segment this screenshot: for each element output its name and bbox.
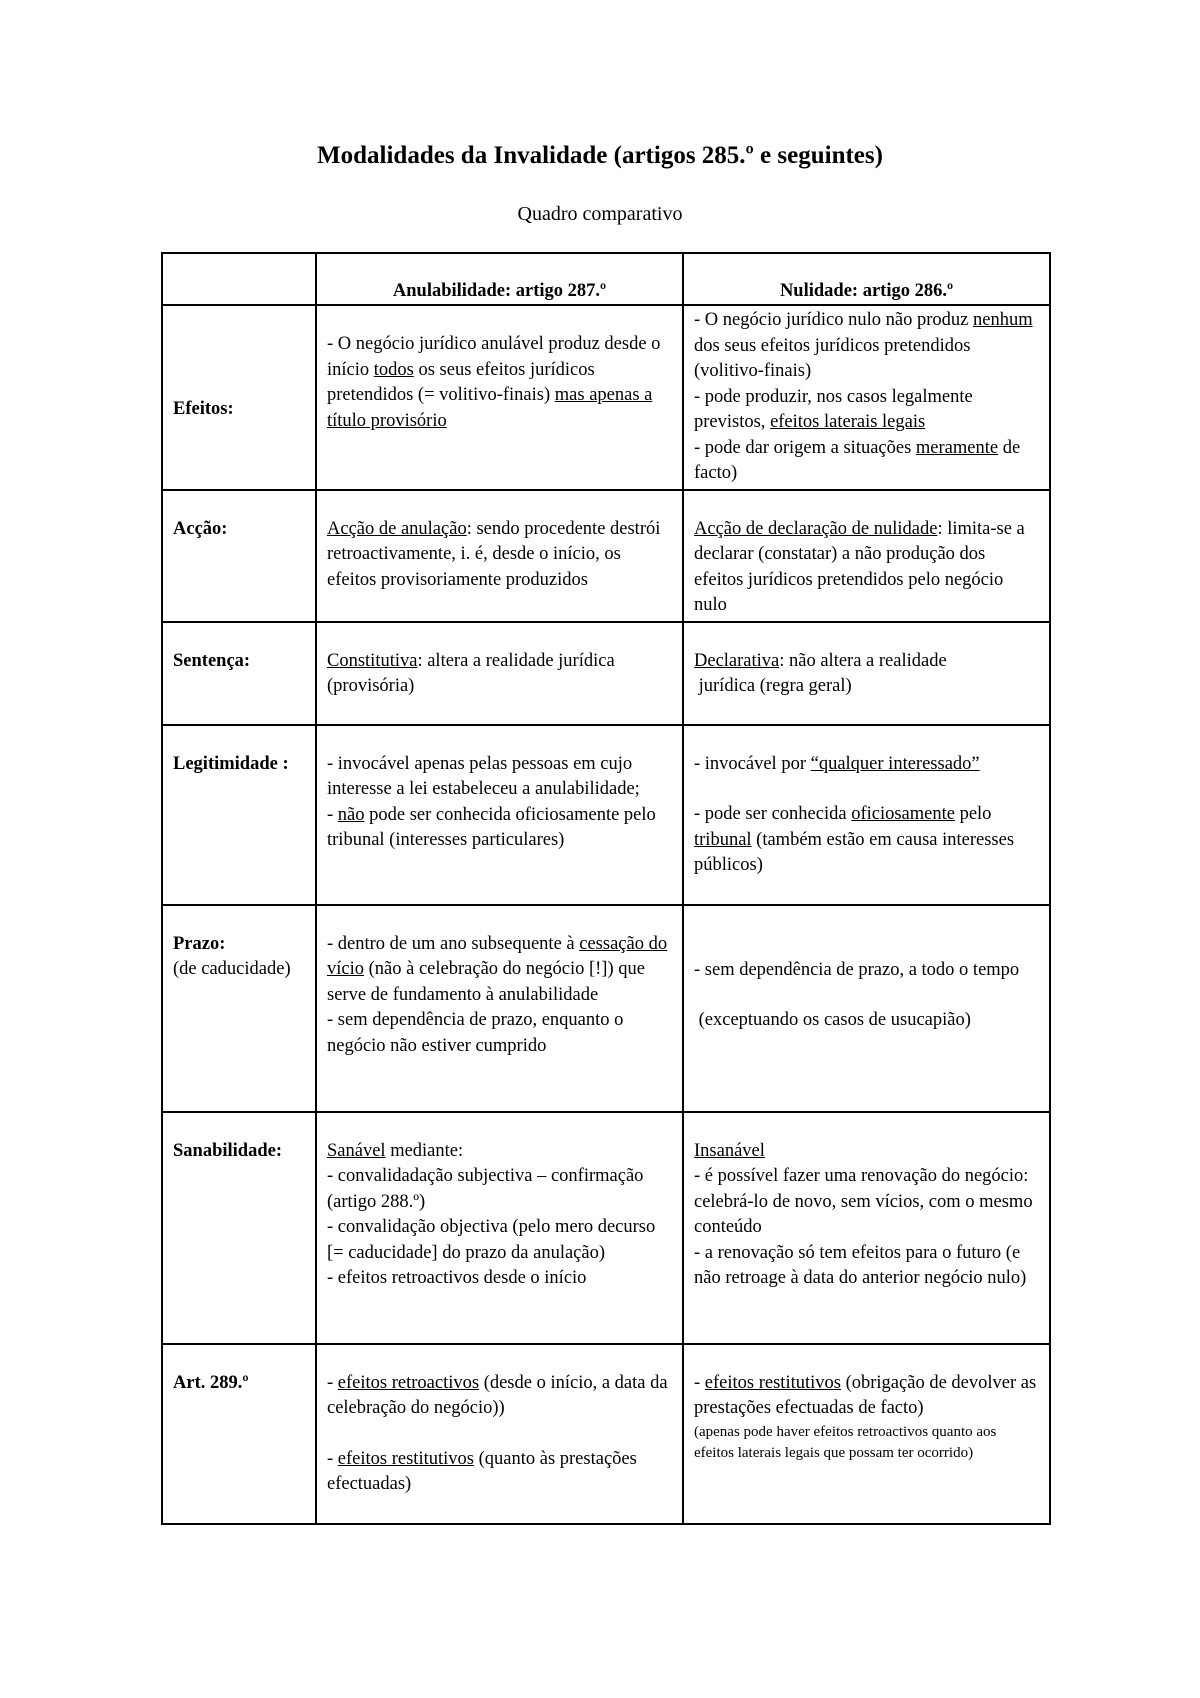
text-fragment: : sendo procedente destrói retroactivamente, i. é, desde o início, os efeitos provisoriamente produzidos [327,518,661,590]
comparison-table [161,252,1051,1525]
spacer [694,983,1039,1008]
text-fragment: - pode produzir, nos casos legalmente previstos, [694,386,973,432]
row-label-sentenca: Sentença: [162,622,316,725]
cell-sentenca-anulabilidade [316,622,683,725]
list-item: - convalidadação subjectiva – confirmação (artigo 288.º) [327,1166,644,1212]
text-fragment: - [694,1372,705,1393]
text-fragment: - O negócio jurídico anulável produz desde o início [327,334,661,380]
table-row-sentenca [162,622,1050,725]
text-fragment: - [327,1448,338,1469]
text-fragment: (desde o início, a data da celebração do negócio)) [327,1372,668,1418]
cell-legitimidade-anulabilidade [316,725,683,905]
underlined-text: tribunal [694,829,752,850]
text-fragment: - [327,1372,338,1393]
cell-prazo-anulabilidade [316,905,683,1112]
table-row-accao [162,490,1050,622]
sanabilidade-anulabilidade-head [327,1139,672,1165]
text-fragment: (obrigação de devolver as prestações efectuadas de facto) [694,1372,1037,1418]
underlined-text: meramente [915,437,999,458]
cell-art289-nulidade [683,1344,1050,1524]
text-fragment: : altera a realidade jurídica (provisória) [327,650,615,696]
efeitos-nulidade-line-1 [694,308,1039,385]
art289-nulidade-note: (apenas pode haver efeitos retroactivos quanto aos efeitos laterais legais que possam ter ocorrido) [694,1423,997,1461]
efeitos-nulidade-line-3 [694,436,1039,487]
list-item: - a renovação só tem efeitos para o futuro (e não retroage à data do anterior negócio nulo) [694,1242,1027,1288]
text-fragment: dos seus efeitos jurídicos pretendidos (volitivo-finais) [694,335,971,381]
row-label-prazo [162,905,316,1112]
sentenca-nulidade-line-2: jurídica (regra geral) [694,676,852,696]
document-title: Modalidades da Invalidade (artigos 285.º e seguintes) [317,142,883,169]
table-header-row [162,253,1050,305]
table-row-art289 [162,1344,1050,1524]
list-item: - é possível fazer uma renovação do negócio: celebrá-lo de novo, sem vícios, com o mesmo conteúdo [694,1166,1033,1237]
table-row-prazo [162,905,1050,1112]
legitimidade-anulabilidade-line-2 [327,803,672,854]
text-fragment: (não à celebração do negócio [!]) que serve de fundamento à anulabilidade [327,959,645,1005]
column-header-nulidade: Nulidade: artigo 286.º [683,253,1050,305]
legitimidade-nulidade-line-2 [694,802,1039,879]
legitimidade-anulabilidade-line-1: - invocável apenas pelas pessoas em cujo interesse a lei estabeleceu a anulabilidade; [327,753,640,799]
cell-art289-anulabilidade [316,1344,683,1524]
efeitos-nulidade-line-2 [694,385,1039,436]
column-header-anulabilidade: Anulabilidade: artigo 287.º [316,253,683,305]
spacer [327,1422,672,1447]
prazo-anulabilidade-line-2: - sem dependência de prazo, enquanto o negócio não estiver cumprido [327,1010,624,1056]
underlined-text: efeitos restitutivos [337,1448,474,1469]
cell-efeitos-anulabilidade [316,305,683,490]
underlined-text: “qualquer interessado” [810,753,980,774]
underlined-text: mas apenas a título provisório [327,385,653,431]
row-label-legitimidade: Legitimidade : [162,725,316,905]
cell-prazo-nulidade [683,905,1050,1112]
underlined-text: efeitos laterais legais [770,412,926,432]
underlined-text: Constitutiva [327,650,418,671]
text-fragment: de facto) [694,437,1021,483]
text-fragment: - pode dar origem a situações [694,437,916,458]
underlined-text: efeitos restitutivos [704,1372,841,1393]
text-fragment: (quanto às prestações efectuadas) [327,1448,637,1494]
underlined-text: Acção de declaração de nulidade [694,518,938,539]
underlined-text: todos [373,359,414,380]
prazo-anulabilidade-line-1 [327,932,672,1009]
list-item: - efeitos retroactivos desde o início [327,1268,587,1288]
header-empty-cell [162,253,316,305]
row-label-accao: Acção: [162,490,316,622]
cell-sentenca-nulidade [683,622,1050,725]
text-fragment: : não altera a realidade [779,650,947,671]
text-fragment: mediante: [385,1140,464,1161]
row-label-art289: Art. 289.º [162,1344,316,1524]
underlined-text: oficiosamente [851,804,955,824]
table-row-sanabilidade [162,1112,1050,1344]
text-fragment: (também estão em causa interesses públicos) [694,829,1015,875]
cell-sanabilidade-nulidade [683,1112,1050,1344]
text-fragment: - invocável por [694,753,811,774]
underlined-text: efeitos retroactivos [337,1372,480,1393]
cell-sanabilidade-anulabilidade [316,1112,683,1344]
underlined-text: nenhum [972,310,1033,330]
underlined-text: não [337,804,365,825]
prazo-label: Prazo: [173,933,226,954]
text-fragment: : limita-se a declarar (constatar) a não produção dos efeitos jurídicos pretendidos pelo negócio nulo [694,518,1025,615]
spacer [694,777,1039,802]
document-subtitle: Quadro comparativo [517,203,683,225]
text-fragment: - dentro de um ano subsequente à [327,933,580,954]
text-fragment: - pode ser conhecida [694,804,852,824]
underlined-text: cessação do vício [327,933,668,979]
legitimidade-nulidade-line-1 [694,752,1039,778]
underlined-text: Declarativa [694,650,780,671]
prazo-nulidade-line-2: (exceptuando os casos de usucapião) [694,1010,971,1030]
table-row-efeitos [162,305,1050,490]
cell-accao-anulabilidade [316,490,683,622]
text-fragment: - O negócio jurídico nulo não produz [694,310,973,330]
text-fragment: os seus efeitos jurídicos pretendidos (= volitivo-finais) [327,359,595,405]
cell-legitimidade-nulidade [683,725,1050,905]
underlined-text: Acção de anulação [327,518,467,539]
prazo-sublabel: (de caducidade) [173,959,291,979]
row-label-efeitos: Efeitos: [162,305,316,490]
sanabilidade-nulidade-head: Insanável [694,1140,765,1161]
row-label-sanabilidade: Sanabilidade: [162,1112,316,1344]
list-item: - convalidação objectiva (pelo mero decurso [= caducidade] do prazo da anulação) [327,1217,656,1263]
prazo-nulidade-line-1: - sem dependência de prazo, a todo o tempo [694,959,1020,980]
table-row-legitimidade [162,725,1050,905]
cell-efeitos-nulidade [683,305,1050,490]
underlined-text: Sanável [327,1140,386,1161]
art289-anulabilidade-line-1 [327,1371,672,1422]
sentenca-nulidade-line-1 [694,649,1039,675]
text-fragment: pode ser conhecida oficiosamente pelo tribunal (interesses particulares) [327,804,656,850]
art289-anulabilidade-line-2 [327,1447,672,1498]
cell-accao-nulidade [683,490,1050,622]
art289-nulidade-line-1 [694,1371,1039,1422]
text-fragment: - [327,804,338,825]
text-fragment: pelo [954,804,992,824]
